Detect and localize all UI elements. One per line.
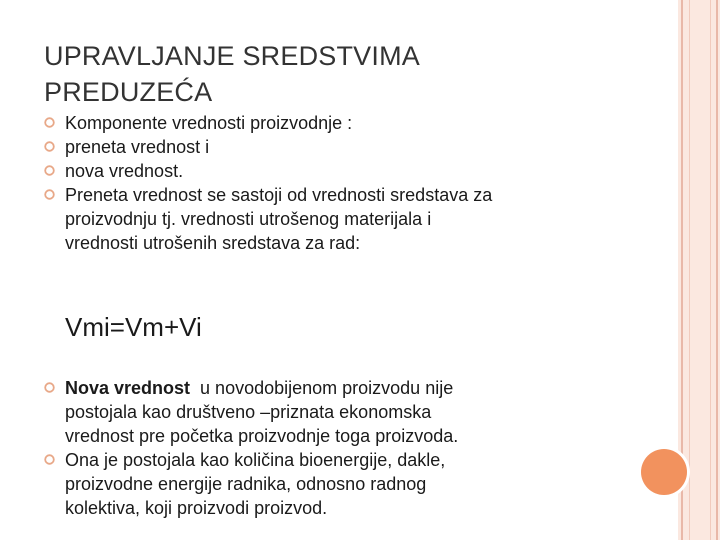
ring-bullet-icon bbox=[44, 165, 55, 176]
list-item bbox=[44, 376, 644, 448]
list-item-text: Komponente vrednosti proizvodnje : bbox=[65, 113, 353, 133]
list-item-line: postojala kao društveno –priznata ekonomska bbox=[65, 402, 432, 422]
list-item-line: proizvodne energije radnika, odnosno radnog bbox=[65, 474, 427, 494]
list-item bbox=[44, 111, 644, 135]
list-item bbox=[44, 448, 644, 520]
title-line-1: UPRAVLJANJE SREDSTVIMA bbox=[44, 41, 420, 71]
list-item-line: kolektiva, koji proizvodi proizvod. bbox=[65, 498, 328, 518]
decorative-line bbox=[689, 0, 690, 540]
bold-term: Nova vrednost bbox=[65, 378, 191, 398]
list-item-line: Preneta vrednost se sastoji od vrednosti sredstava za bbox=[65, 185, 493, 205]
list-item-line: vrednost pre početka proizvodnje toga proizvoda. bbox=[65, 426, 459, 446]
list-item-line bbox=[65, 376, 644, 400]
title-line-2: PREDUZEĆA bbox=[44, 77, 213, 107]
ring-bullet-icon bbox=[44, 382, 55, 393]
list-item bbox=[44, 183, 644, 255]
ring-bullet-icon bbox=[44, 189, 55, 200]
list-item bbox=[44, 135, 644, 159]
decorative-line bbox=[710, 0, 711, 540]
slide-title bbox=[44, 38, 604, 110]
list-item-line: vrednosti utrošenih sredstava za rad: bbox=[65, 233, 361, 253]
decorative-circle bbox=[641, 449, 687, 495]
bullet-list-top bbox=[44, 111, 644, 255]
list-item-line: proizvodnju tj. vrednosti utrošenog materijala i bbox=[65, 209, 432, 229]
list-item bbox=[44, 159, 644, 183]
formula: Vmi=Vm+Vi bbox=[65, 312, 202, 342]
ring-bullet-icon bbox=[44, 454, 55, 465]
ring-bullet-icon bbox=[44, 141, 55, 152]
list-item-text: u novodobijenom proizvodu nije bbox=[190, 378, 454, 398]
list-item-line: Ona je postojala kao količina bioenergije, dakle, bbox=[65, 450, 446, 470]
decorative-band bbox=[678, 0, 720, 540]
bullet-list-bottom bbox=[44, 376, 644, 520]
list-item-text: preneta vrednost i bbox=[65, 137, 210, 157]
decorative-line bbox=[716, 0, 718, 540]
list-item-text: nova vrednost. bbox=[65, 161, 184, 181]
ring-bullet-icon bbox=[44, 117, 55, 128]
